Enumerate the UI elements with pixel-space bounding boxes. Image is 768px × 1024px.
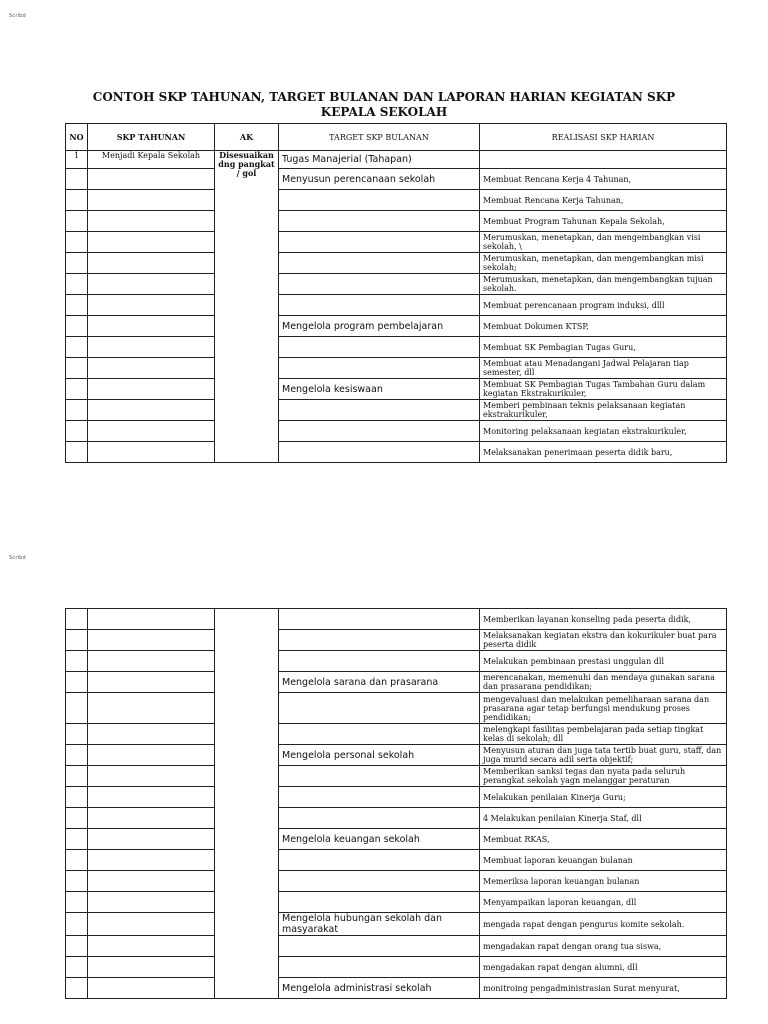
cell-target xyxy=(279,871,480,892)
table-row xyxy=(66,630,727,651)
cell-realisasi: Membuat Rencana Kerja Tahunan, xyxy=(480,190,727,211)
cell-target xyxy=(279,957,480,978)
cell-realisasi: Memberikan layanan konseling pada peserta didik, xyxy=(480,609,727,630)
table-row xyxy=(66,913,727,936)
table-row-first xyxy=(66,151,727,169)
cell-realisasi: merencanakan, memenuhi dan mendaya gunakan sarana dan prasarana pendidikan; xyxy=(480,672,727,693)
table-row xyxy=(66,190,727,211)
cell-skp-tahunan xyxy=(88,232,215,253)
cell-no xyxy=(66,337,88,358)
table-row xyxy=(66,379,727,400)
cell-skp-tahunan xyxy=(88,253,215,274)
cell-skp-tahunan xyxy=(88,808,215,829)
cell-target xyxy=(279,295,480,316)
cell-skp-tahunan xyxy=(88,829,215,850)
table-row xyxy=(66,400,727,421)
cell-skp-tahunan xyxy=(88,724,215,745)
cell-realisasi: Membuat Rencana Kerja 4 Tahunan, xyxy=(480,169,727,190)
table-row xyxy=(66,442,727,463)
cell-skp-tahunan xyxy=(88,693,215,724)
cell-skp-tahunan xyxy=(88,672,215,693)
cell-no xyxy=(66,913,88,936)
table-row xyxy=(66,672,727,693)
header-target: TARGET SKP BULANAN xyxy=(279,124,480,151)
table-row xyxy=(66,978,727,999)
cell-skp-tahunan xyxy=(88,316,215,337)
title-line-2: KEPALA SEKOLAH xyxy=(320,105,448,119)
cell-no xyxy=(66,253,88,274)
cell-skp-tahunan xyxy=(88,358,215,379)
cell-realisasi: Menyampaikan laporan keuangan, dll xyxy=(480,892,727,913)
cell-realisasi: Merumuskan, menetapkan, dan mengembangkan visi sekolah, \ xyxy=(480,232,727,253)
cell-no xyxy=(66,871,88,892)
cell-target xyxy=(279,651,480,672)
cell-skp-tahunan xyxy=(88,787,215,808)
cell-target xyxy=(279,892,480,913)
cell-target: Mengelola program pembelajaran xyxy=(279,316,480,337)
cell-target xyxy=(279,693,480,724)
cell-target: Mengelola hubungan sekolah dan masyarakat xyxy=(279,913,480,936)
skp-table-page-1 xyxy=(65,123,727,463)
table-row xyxy=(66,892,727,913)
cell-realisasi: Membuat SK Pembagian Tugas Tambahan Guru dalam kegiatan Ekstrakurikuler, xyxy=(480,379,727,400)
table-row xyxy=(66,169,727,190)
cell-no xyxy=(66,442,88,463)
document-title xyxy=(0,90,768,120)
cell-realisasi: Membuat SK Pembagian Tugas Guru, xyxy=(480,337,727,358)
table-row xyxy=(66,745,727,766)
cell-target: Mengelola sarana dan prasarana xyxy=(279,672,480,693)
cell-realisasi: monitroing pengadministrasian Surat menyurat, xyxy=(480,978,727,999)
table-row xyxy=(66,316,727,337)
cell-no xyxy=(66,295,88,316)
table-row xyxy=(66,295,727,316)
cell-realisasi: mengadakan rapat dengan alumni, dll xyxy=(480,957,727,978)
cell-realisasi: melengkapi fasilitas pembelajaran pada setiap tingkat kelas di sekolah; dll xyxy=(480,724,727,745)
cell-realisasi: Membuat laporan keuangan bulanan xyxy=(480,850,727,871)
cell-realisasi: Melaksanakan kegiatan ekstra dan kokurikuler buat para peserta didik xyxy=(480,630,727,651)
cell-skp-tahunan xyxy=(88,936,215,957)
cell-target xyxy=(279,936,480,957)
cell-no xyxy=(66,190,88,211)
cell-skp-tahunan xyxy=(88,379,215,400)
cell-skp-tahunan xyxy=(88,651,215,672)
cell-realisasi: Memberikan sanksi tegas dan nyata pada seluruh perangkat sekolah yagn melanggar peraturan xyxy=(480,766,727,787)
cell-no xyxy=(66,232,88,253)
cell-realisasi: mengada rapat dengan pengurus komite sekolah. xyxy=(480,913,727,936)
cell-skp-tahunan xyxy=(88,766,215,787)
cell-realisasi: Membuat perencanaan program induksi, dlll xyxy=(480,295,727,316)
cell-realisasi: mengevaluasi dan melakukan pemeliharaan sarana dan prasarana agar tetap berfungsi mendukung proses pendidikan; xyxy=(480,693,727,724)
cell-ak: Disesuaikan dng pangkat / gol xyxy=(215,151,279,463)
cell-no xyxy=(66,892,88,913)
cell-skp-tahunan xyxy=(88,169,215,190)
table-row xyxy=(66,421,727,442)
cell-no xyxy=(66,672,88,693)
cell-realisasi: Merumuskan, menetapkan, dan mengembangkan tujuan sekolah. xyxy=(480,274,727,295)
cell-target xyxy=(279,609,480,630)
skp-table-page-2 xyxy=(65,608,727,999)
cell-no xyxy=(66,609,88,630)
cell-target xyxy=(279,630,480,651)
table-row xyxy=(66,957,727,978)
table-row xyxy=(66,936,727,957)
cell-realisasi: Menyusun aturan dan juga tata tertib buat guru, staff, dan juga murid secara adil serta objektif; xyxy=(480,745,727,766)
cell-no xyxy=(66,829,88,850)
header-skp-tahunan: SKP TAHUNAN xyxy=(88,124,215,151)
cell-skp-tahunan xyxy=(88,745,215,766)
cell-target xyxy=(279,808,480,829)
cell-no xyxy=(66,936,88,957)
table-row xyxy=(66,808,727,829)
cell-no xyxy=(66,421,88,442)
cell-no xyxy=(66,316,88,337)
cell-no xyxy=(66,808,88,829)
cell-skp-tahunan xyxy=(88,274,215,295)
cell-no xyxy=(66,169,88,190)
cell-no xyxy=(66,358,88,379)
cell-skp-tahunan xyxy=(88,957,215,978)
cell-no xyxy=(66,211,88,232)
cell-target: Tugas Manajerial (Tahapan) xyxy=(279,151,480,169)
cell-no xyxy=(66,766,88,787)
cell-skp-tahunan xyxy=(88,978,215,999)
cell-skp-tahunan xyxy=(88,295,215,316)
cell-skp-tahunan xyxy=(88,337,215,358)
cell-target xyxy=(279,190,480,211)
table-row xyxy=(66,609,727,630)
cell-no xyxy=(66,787,88,808)
table-row xyxy=(66,787,727,808)
cell-realisasi: Memberi pembinaan teknis pelaksanaan kegiatan ekstrakurikuler, xyxy=(480,400,727,421)
table-row xyxy=(66,871,727,892)
cell-realisasi: Membuat RKAS, xyxy=(480,829,727,850)
cell-no xyxy=(66,630,88,651)
cell-target: Mengelola personal sekolah xyxy=(279,745,480,766)
cell-target xyxy=(279,253,480,274)
cell-no xyxy=(66,850,88,871)
cell-target xyxy=(279,421,480,442)
cell-skp-tahunan xyxy=(88,892,215,913)
table-row xyxy=(66,337,727,358)
cell-skp-tahunan xyxy=(88,400,215,421)
table-row xyxy=(66,766,727,787)
cell-target xyxy=(279,787,480,808)
cell-realisasi: Merumuskan, menetapkan, dan mengembangkan misi sekolah; xyxy=(480,253,727,274)
cell-target: Mengelola administrasi sekolah xyxy=(279,978,480,999)
cell-skp-tahunan xyxy=(88,913,215,936)
cell-skp-tahunan: Menjadi Kepala Sekolah xyxy=(88,151,215,169)
cell-no xyxy=(66,693,88,724)
table-row xyxy=(66,358,727,379)
cell-target xyxy=(279,766,480,787)
cell-realisasi: Membuat Dokumen KTSP, xyxy=(480,316,727,337)
cell-no: 1 xyxy=(66,151,88,169)
table-row xyxy=(66,253,727,274)
cell-target xyxy=(279,724,480,745)
cell-skp-tahunan xyxy=(88,421,215,442)
table-row xyxy=(66,724,727,745)
cell-realisasi: Memeriksa laporan keuangan bulanan xyxy=(480,871,727,892)
table-row xyxy=(66,829,727,850)
cell-skp-tahunan xyxy=(88,850,215,871)
cell-skp-tahunan xyxy=(88,190,215,211)
cell-skp-tahunan xyxy=(88,871,215,892)
title-line-1: CONTOH SKP TAHUNAN, TARGET BULANAN DAN LAPORAN HARIAN KEGIATAN SKP xyxy=(92,90,676,104)
cell-skp-tahunan xyxy=(88,609,215,630)
table-row xyxy=(66,850,727,871)
header-realisasi: REALISASI SKP HARIAN xyxy=(480,124,727,151)
table-row xyxy=(66,274,727,295)
cell-target: Mengelola kesiswaan xyxy=(279,379,480,400)
cell-no xyxy=(66,745,88,766)
cell-realisasi: Melakukan pembinaan prestasi unggulan dll xyxy=(480,651,727,672)
cell-target xyxy=(279,442,480,463)
cell-no xyxy=(66,379,88,400)
cell-target: Mengelola keuangan sekolah xyxy=(279,829,480,850)
cell-target xyxy=(279,358,480,379)
cell-no xyxy=(66,651,88,672)
cell-target xyxy=(279,850,480,871)
cell-realisasi: Membuat atau Menadangani Jadwal Pelajaran tiap semester, dll xyxy=(480,358,727,379)
cell-skp-tahunan xyxy=(88,211,215,232)
cell-target: Menyusun perencanaan sekolah xyxy=(279,169,480,190)
table-row xyxy=(66,232,727,253)
table-row xyxy=(66,211,727,232)
cell-realisasi xyxy=(480,151,727,169)
cell-target xyxy=(279,274,480,295)
cell-realisasi: Membuat Program Tahunan Kepala Sekolah, xyxy=(480,211,727,232)
cell-ak xyxy=(215,609,279,999)
cell-skp-tahunan xyxy=(88,630,215,651)
header-ak: AK xyxy=(215,124,279,151)
cell-target xyxy=(279,337,480,358)
cell-realisasi: Melakukan penilaian Kinerja Guru; xyxy=(480,787,727,808)
cell-realisasi: Monitoring pelaksanaan kegiatan ekstrakurikuler, xyxy=(480,421,727,442)
cell-skp-tahunan xyxy=(88,442,215,463)
cell-target xyxy=(279,400,480,421)
cell-no xyxy=(66,274,88,295)
header-no: NO xyxy=(66,124,88,151)
cell-realisasi: 4 Melakukan penilaian Kinerja Staf, dll xyxy=(480,808,727,829)
cell-target xyxy=(279,232,480,253)
table-header-row xyxy=(66,124,727,151)
cell-no xyxy=(66,400,88,421)
table-row xyxy=(66,693,727,724)
page-header-label: Scribd xyxy=(9,13,26,19)
cell-target xyxy=(279,211,480,232)
cell-realisasi: Melaksanakan penerimaan peserta didik baru, xyxy=(480,442,727,463)
cell-no xyxy=(66,724,88,745)
cell-realisasi: mengadakan rapat dengan orang tua siswa, xyxy=(480,936,727,957)
page-header-label-2: Scribd xyxy=(9,555,26,561)
table-row xyxy=(66,651,727,672)
cell-no xyxy=(66,978,88,999)
cell-no xyxy=(66,957,88,978)
